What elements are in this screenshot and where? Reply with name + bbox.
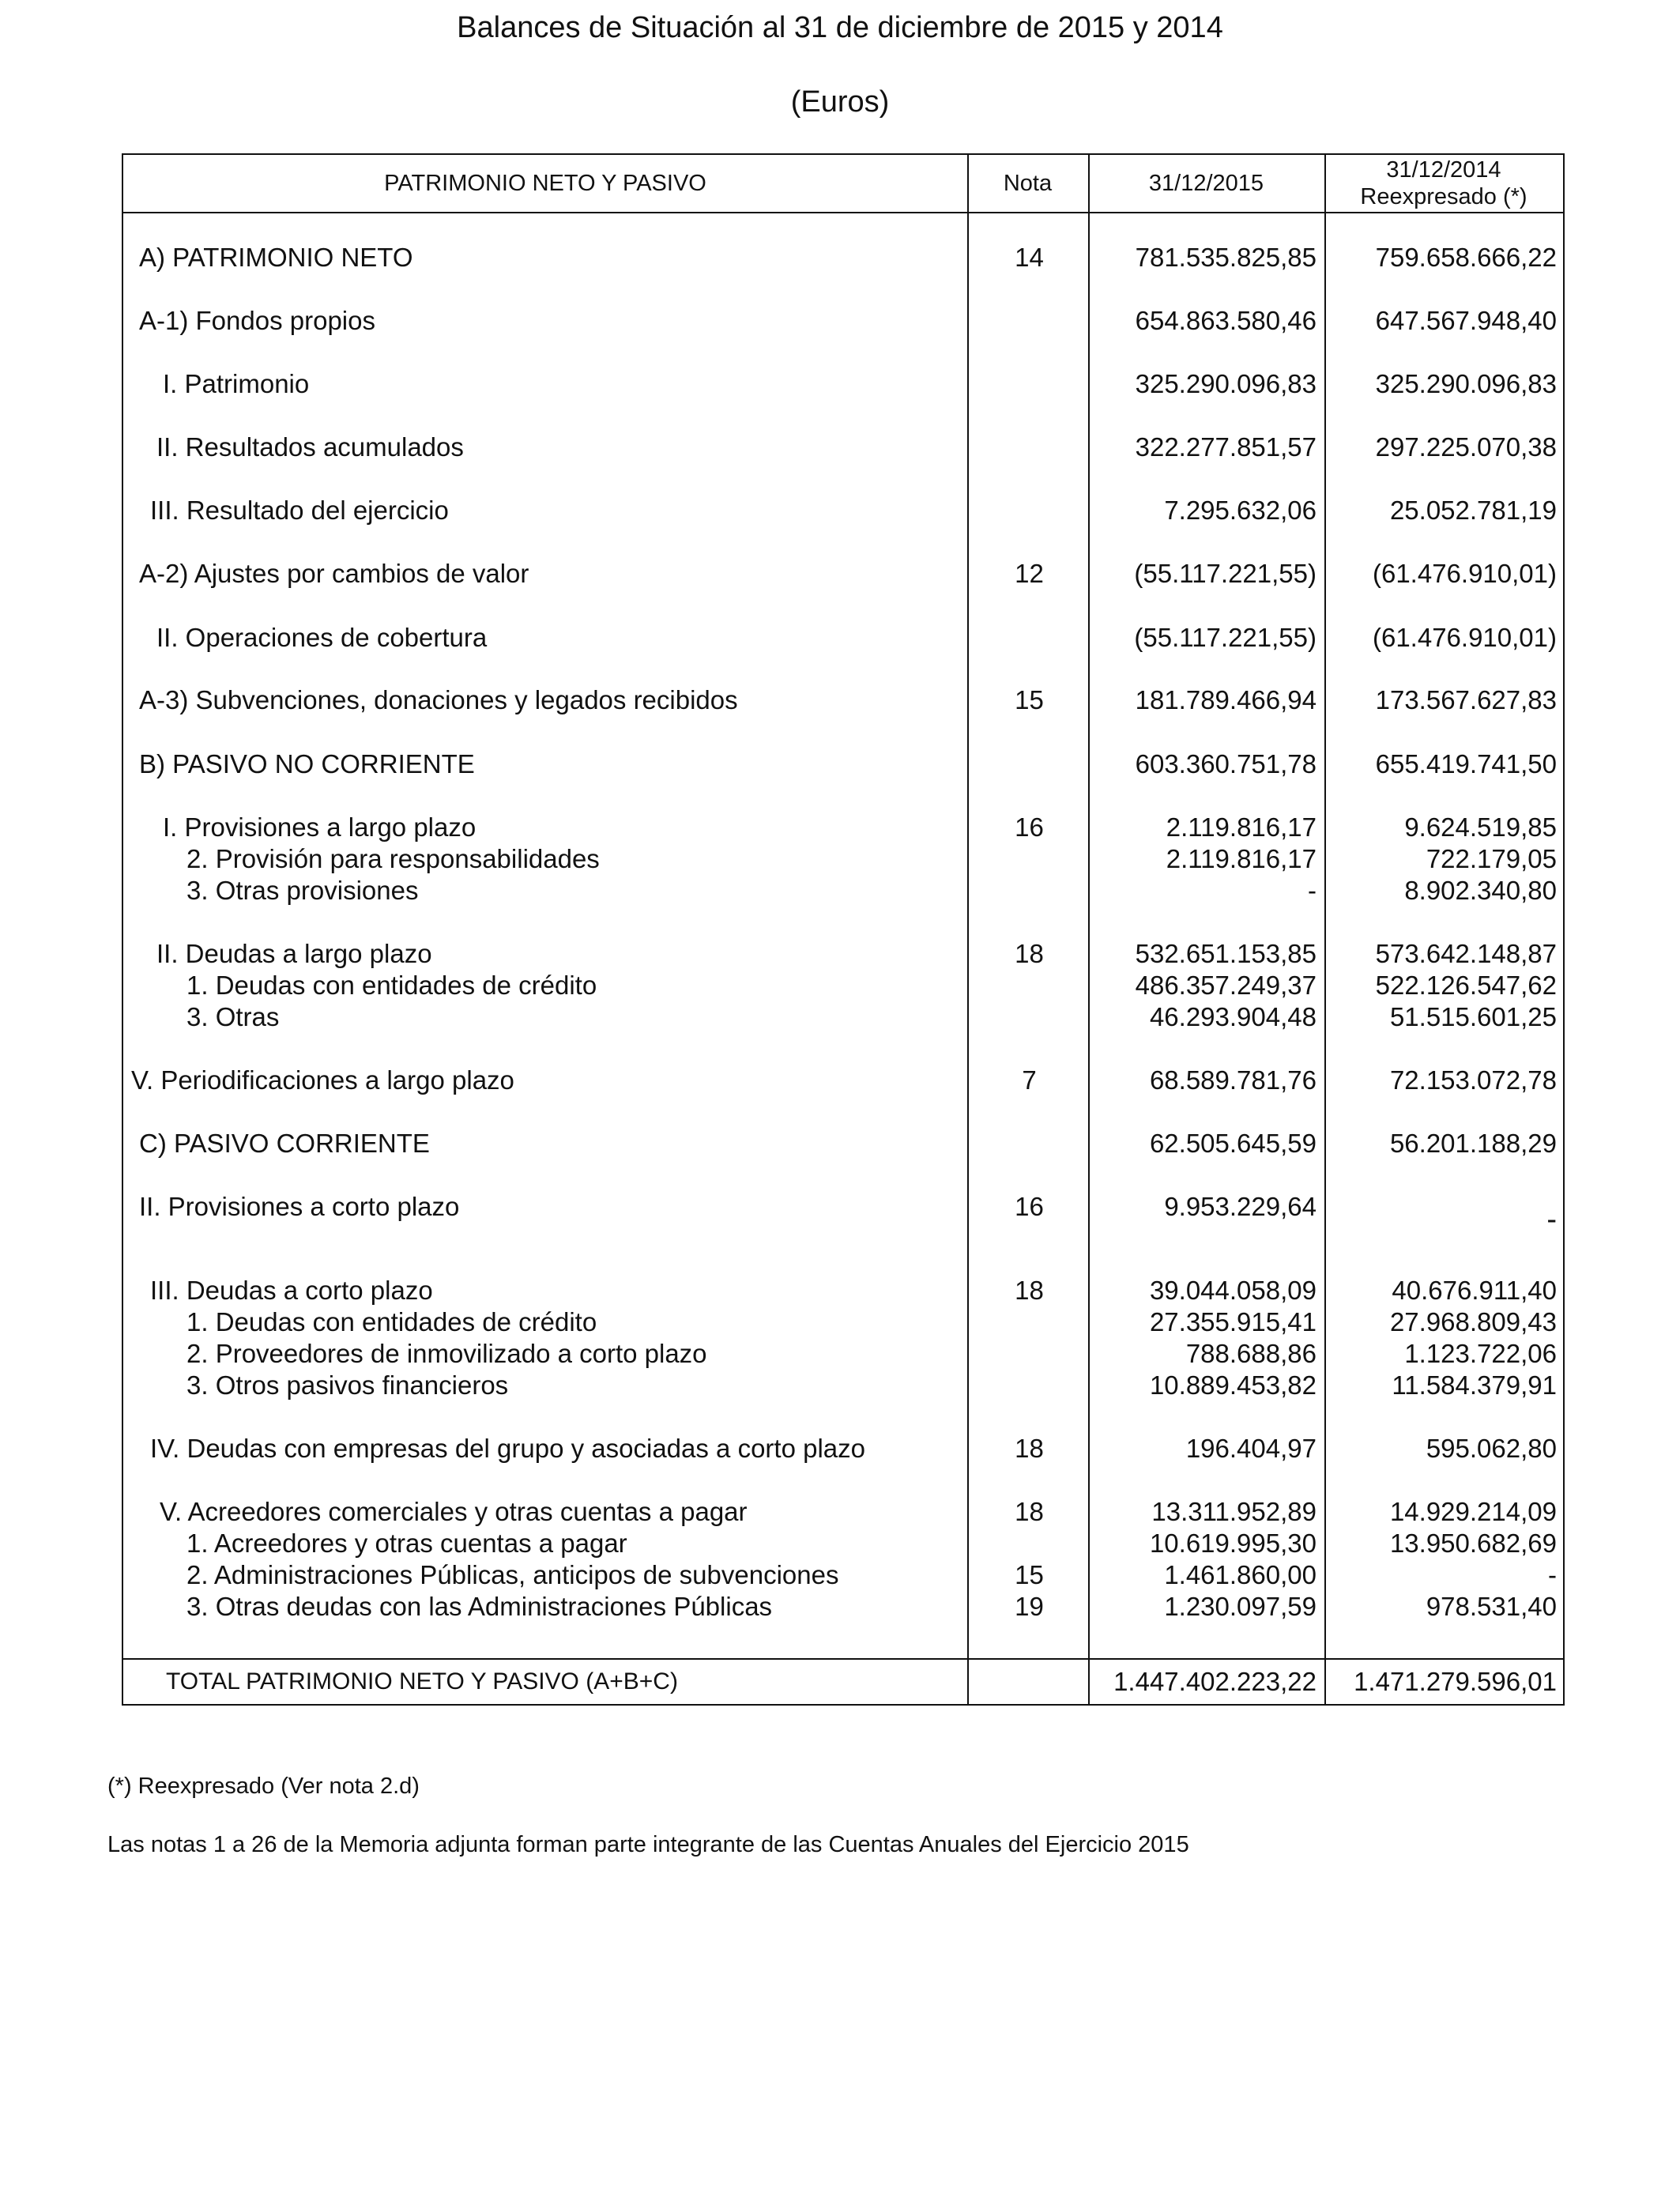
row-value-2015: 486.357.249,37 — [1135, 971, 1317, 1000]
row-label: II. Provisiones a corto plazo — [139, 1192, 460, 1221]
row-label: IV. Deudas con empresas del grupo y asociadas a corto plazo — [150, 1434, 865, 1463]
row-label: A-3) Subvenciones, donaciones y legados recibidos — [139, 685, 738, 714]
row-label: 3. Otras deudas con las Administraciones Públicas — [186, 1592, 773, 1621]
row-nota: 15 — [1015, 685, 1044, 714]
row-label: I. Patrimonio — [163, 369, 310, 398]
total-row — [123, 1660, 1563, 1704]
row-value-2015: 9.953.229,64 — [1164, 1192, 1317, 1221]
row-value-2014: 11.584.379,91 — [1392, 1370, 1557, 1400]
row-label: 3. Otras — [186, 1002, 280, 1031]
row-value-2014: 40.676.911,40 — [1392, 1276, 1557, 1305]
row-label: V. Periodificaciones a largo plazo — [131, 1065, 514, 1095]
row-nota: 18 — [1015, 1434, 1044, 1463]
total-2015: 1.447.402.223,22 — [1113, 1667, 1317, 1696]
row-value-2014: - — [1548, 1560, 1557, 1589]
row-label: 2. Administraciones Públicas, anticipos de subvenciones — [186, 1560, 839, 1589]
row-value-2014: 522.126.547,62 — [1375, 971, 1557, 1000]
row-label: 3. Otras provisiones — [186, 876, 419, 905]
row-nota: 12 — [1015, 559, 1044, 588]
row-label: II. Operaciones de cobertura — [156, 623, 488, 652]
row-value-2014: 595.062,80 — [1426, 1434, 1557, 1463]
row-value-2015: 27.355.915,41 — [1149, 1307, 1317, 1336]
total-label: TOTAL PATRIMONIO NETO Y PASIVO (A+B+C) — [166, 1668, 678, 1695]
header-2014-date: 31/12/2014 — [1386, 157, 1501, 183]
row-value-2014: 655.419.741,50 — [1375, 749, 1557, 778]
row-label: II. Resultados acumulados — [156, 432, 464, 462]
row-value-2015: 196.404,97 — [1185, 1434, 1317, 1463]
row-label: 3. Otros pasivos financieros — [186, 1370, 509, 1400]
balance-table — [122, 153, 1565, 1706]
row-label: A-2) Ajustes por cambios de valor — [139, 559, 529, 588]
row-value-2015: 788.688,86 — [1185, 1339, 1317, 1368]
row-value-2014: 759.658.666,22 — [1375, 243, 1557, 272]
row-value-2015: 2.119.816,17 — [1166, 812, 1317, 842]
row-nota: 14 — [1015, 243, 1044, 272]
row-value-2015: 13.311.952,89 — [1151, 1497, 1317, 1526]
row-value-2014: 13.950.682,69 — [1389, 1529, 1557, 1558]
row-label: II. Deudas a largo plazo — [156, 939, 432, 968]
row-label: 1. Deudas con entidades de crédito — [186, 1307, 597, 1336]
row-value-2014: 51.515.601,25 — [1389, 1002, 1557, 1031]
row-value-2015: (55.117.221,55) — [1134, 623, 1317, 652]
row-value-2014: 56.201.188,29 — [1389, 1129, 1557, 1158]
row-value-2015: 1.461.860,00 — [1164, 1560, 1317, 1589]
header-2014 — [1324, 155, 1563, 212]
row-value-2015: 322.277.851,57 — [1135, 432, 1317, 462]
row-label: V. Acreedores comerciales y otras cuentas a pagar — [160, 1497, 748, 1526]
row-value-2014: 8.902.340,80 — [1404, 876, 1557, 905]
header-nota: Nota — [1003, 171, 1053, 196]
row-value-2015: 781.535.825,85 — [1135, 243, 1317, 272]
row-value-2014: 325.290.096,83 — [1375, 369, 1557, 398]
row-value-2015: 325.290.096,83 — [1135, 369, 1317, 398]
row-label: B) PASIVO NO CORRIENTE — [139, 749, 475, 778]
row-nota: 15 — [1015, 1560, 1044, 1589]
header-description: PATRIMONIO NETO Y PASIVO — [384, 171, 706, 196]
row-nota: 18 — [1015, 1276, 1044, 1305]
row-value-2014: 25.052.781,19 — [1389, 496, 1557, 525]
row-label: III. Resultado del ejercicio — [150, 496, 449, 525]
row-value-2015: 1.230.097,59 — [1164, 1592, 1317, 1621]
row-nota: 18 — [1015, 939, 1044, 968]
row-value-2015: 2.119.816,17 — [1166, 844, 1317, 873]
row-nota: 16 — [1015, 812, 1044, 842]
row-label: C) PASIVO CORRIENTE — [139, 1129, 430, 1158]
row-value-2015: 654.863.580,46 — [1135, 306, 1317, 335]
row-nota: 16 — [1015, 1192, 1044, 1221]
row-label: 1. Acreedores y otras cuentas a pagar — [186, 1529, 627, 1558]
row-nota: 7 — [1022, 1065, 1037, 1095]
row-nota: 19 — [1015, 1592, 1044, 1621]
row-value-2015: 39.044.058,09 — [1149, 1276, 1317, 1305]
footnote: (*) Reexpresado (Ver nota 2.d) — [107, 1774, 420, 1799]
row-value-2015: 7.295.632,06 — [1164, 496, 1317, 525]
row-value-2014: 722.179,05 — [1426, 844, 1557, 873]
row-label: III. Deudas a corto plazo — [150, 1276, 433, 1305]
row-value-2015: 603.360.751,78 — [1135, 749, 1317, 778]
row-value-2015: - — [1308, 876, 1317, 905]
row-value-2014: 297.225.070,38 — [1375, 432, 1557, 462]
row-value-2014: 9.624.519,85 — [1404, 812, 1557, 842]
row-label: 2. Provisión para responsabilidades — [186, 844, 600, 873]
total-2014: 1.471.279.596,01 — [1354, 1667, 1557, 1696]
row-value-2015: 46.293.904,48 — [1149, 1002, 1317, 1031]
row-value-2015: 10.619.995,30 — [1149, 1529, 1317, 1558]
row-value-2014: 978.531,40 — [1426, 1592, 1557, 1621]
row-value-2014: 173.567.627,83 — [1375, 685, 1557, 714]
row-value-2014: 72.153.072,78 — [1389, 1065, 1557, 1095]
row-value-2014: 573.642.148,87 — [1375, 939, 1557, 968]
header-divider — [123, 212, 1563, 213]
row-label: 1. Deudas con entidades de crédito — [186, 971, 597, 1000]
row-value-2015: 68.589.781,76 — [1149, 1065, 1317, 1095]
currency-subtitle: (Euros) — [790, 85, 890, 119]
row-value-2014: 27.968.809,43 — [1389, 1307, 1557, 1336]
row-value-2014: (61.476.910,01) — [1372, 623, 1557, 652]
row-value-2015: 62.505.645,59 — [1149, 1129, 1317, 1158]
row-value-2014: (61.476.910,01) — [1372, 559, 1557, 588]
row-value-2014: 1.123.722,06 — [1404, 1339, 1557, 1368]
row-value-2015: 10.889.453,82 — [1149, 1370, 1317, 1400]
row-label: A) PATRIMONIO NETO — [139, 243, 413, 272]
row-value-2014: 14.929.214,09 — [1389, 1497, 1557, 1526]
row-label: A-1) Fondos propios — [139, 306, 375, 335]
row-value-2015: 181.789.466,94 — [1135, 685, 1317, 714]
row-nota: 18 — [1015, 1497, 1044, 1526]
row-value-2014: 647.567.948,40 — [1375, 306, 1557, 335]
header-2014-restated: Reexpresado (*) — [1360, 184, 1527, 209]
notes-statement: Las notas 1 a 26 de la Memoria adjunta forman parte integrante de las Cuentas Anuales del Ejercicio 2015 — [107, 1832, 1189, 1857]
document-title: Balances de Situación al 31 de diciembre de 2015 y 2014 — [457, 11, 1223, 44]
row-label: 2. Proveedores de inmovilizado a corto plazo — [186, 1339, 707, 1368]
row-value-2015: (55.117.221,55) — [1134, 559, 1317, 588]
row-value-2015: 532.651.153,85 — [1135, 939, 1317, 968]
row-value-2014: - — [1546, 1203, 1557, 1236]
header-2015: 31/12/2015 — [1148, 171, 1264, 196]
row-label: I. Provisiones a largo plazo — [163, 812, 477, 842]
column-divider — [967, 155, 969, 1704]
